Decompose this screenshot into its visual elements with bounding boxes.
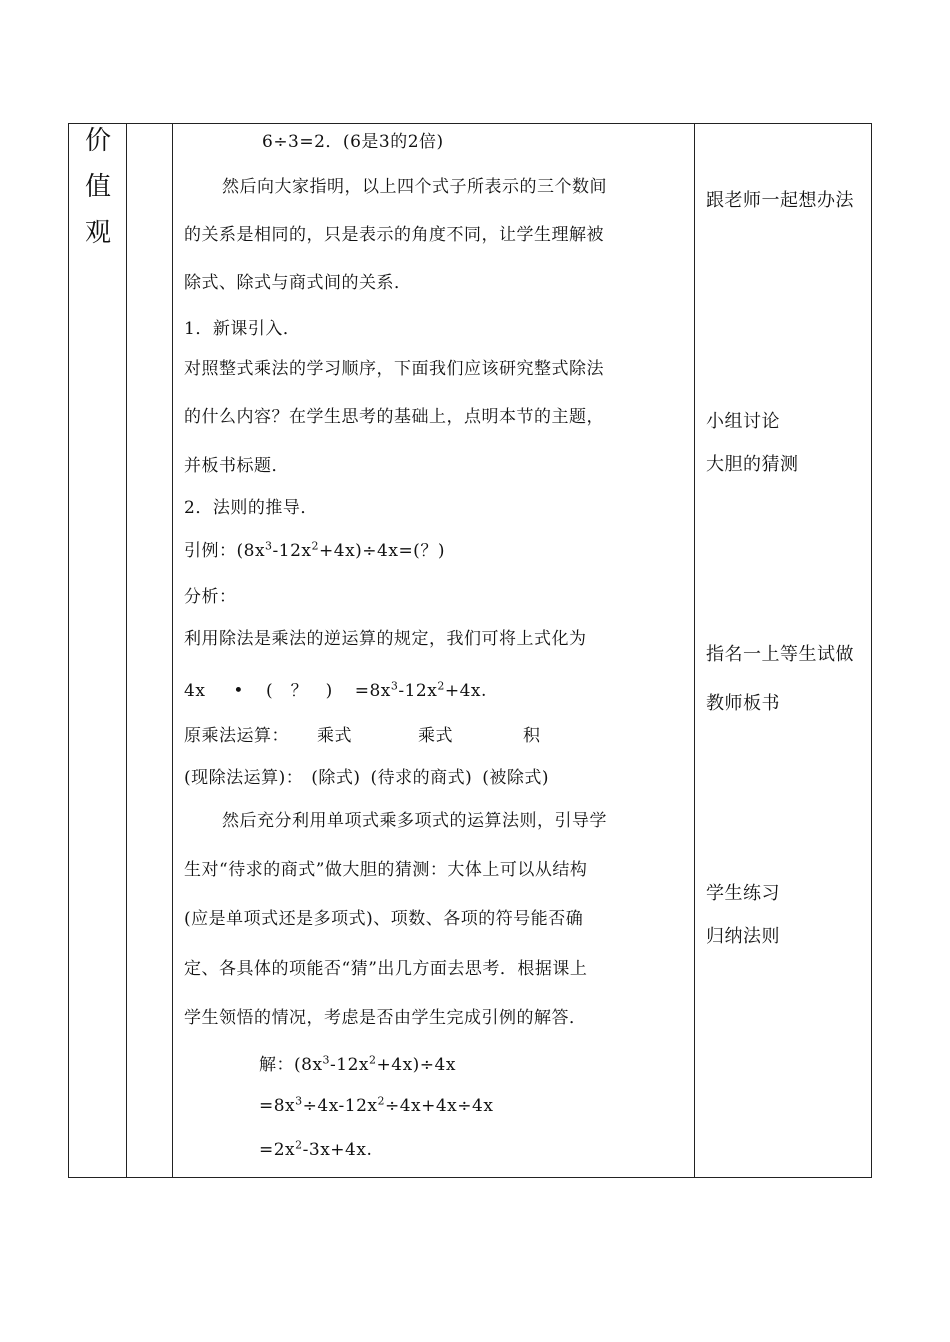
equation: 4x • ( ？ ) $=8x^3-12x^2+4x$. <box>184 679 487 701</box>
text-line: (应是单项式还是多项式)、项数、各项的符号能否确 <box>184 909 584 929</box>
section-title: 2．法则的推导． <box>184 498 318 518</box>
text-line: 分析： <box>184 587 237 607</box>
left-column-char: 观 <box>84 218 111 248</box>
note-item: 教师板书 <box>706 693 780 714</box>
solution-line: $=8x^3\div 4x-12x^2\div 4x+4x\div 4x$ <box>259 1094 494 1116</box>
note-item: 小组讨论 <box>706 411 780 432</box>
text-line: 6÷3=2．(6是3的2倍) <box>262 132 444 152</box>
text-line: 除式、除式与商式间的关系． <box>184 273 412 293</box>
example-expression: 引例：$(8x^3-12x^2+4x)\div 4x=$(？) <box>184 539 445 561</box>
note-item: 跟老师一起想办法 <box>706 190 854 211</box>
column-divider <box>694 124 695 1177</box>
left-column-char: 值 <box>84 172 111 202</box>
orig-mult-row: 原乘法运算： 乘式 乘式 积 <box>184 726 541 746</box>
text-line: 生对“待求的商式”做大胆的猜测：大体上可以从结构 <box>184 860 588 880</box>
text-line: 学生领悟的情况，考虑是否由学生完成引例的解答． <box>184 1008 587 1028</box>
column-divider <box>126 124 127 1177</box>
text-line: 定、各具体的项能否“猜”出几方面去思考．根据课上 <box>184 959 588 979</box>
note-item: 学生练习 <box>706 883 780 904</box>
text-line: 对照整式乘法的学习顺序，下面我们应该研究整式除法 <box>184 359 604 379</box>
text-line: 的关系是相同的，只是表示的角度不同，让学生理解被 <box>184 225 604 245</box>
note-item: 大胆的猜测 <box>706 454 799 475</box>
solution-line: 解：$(8x^3-12x^2+4x)\div 4x$ <box>259 1053 456 1075</box>
text-line: 然后向大家指明，以上四个式子所表示的三个数间 <box>222 177 607 197</box>
text-line: 并板书标题． <box>184 456 289 476</box>
text-line: 利用除法是乘法的逆运算的规定，我们可将上式化为 <box>184 629 587 649</box>
lesson-table <box>68 123 872 1178</box>
left-column-char: 价 <box>84 126 111 156</box>
solution-line: $=2x^2-3x+4x$. <box>259 1138 373 1160</box>
note-item: 指名一上等生试做 <box>706 644 854 665</box>
section-title: 1．新课引入． <box>184 319 301 339</box>
column-divider <box>172 124 173 1177</box>
text-line: 的什么内容？在学生思考的基础上，点明本节的主题， <box>184 407 604 427</box>
div-row: (现除法运算)： (除式) (待求的商式) (被除式) <box>184 768 550 788</box>
note-item: 归纳法则 <box>706 926 780 947</box>
text-line: 然后充分利用单项式乘多项式的运算法则，引导学 <box>222 811 607 831</box>
